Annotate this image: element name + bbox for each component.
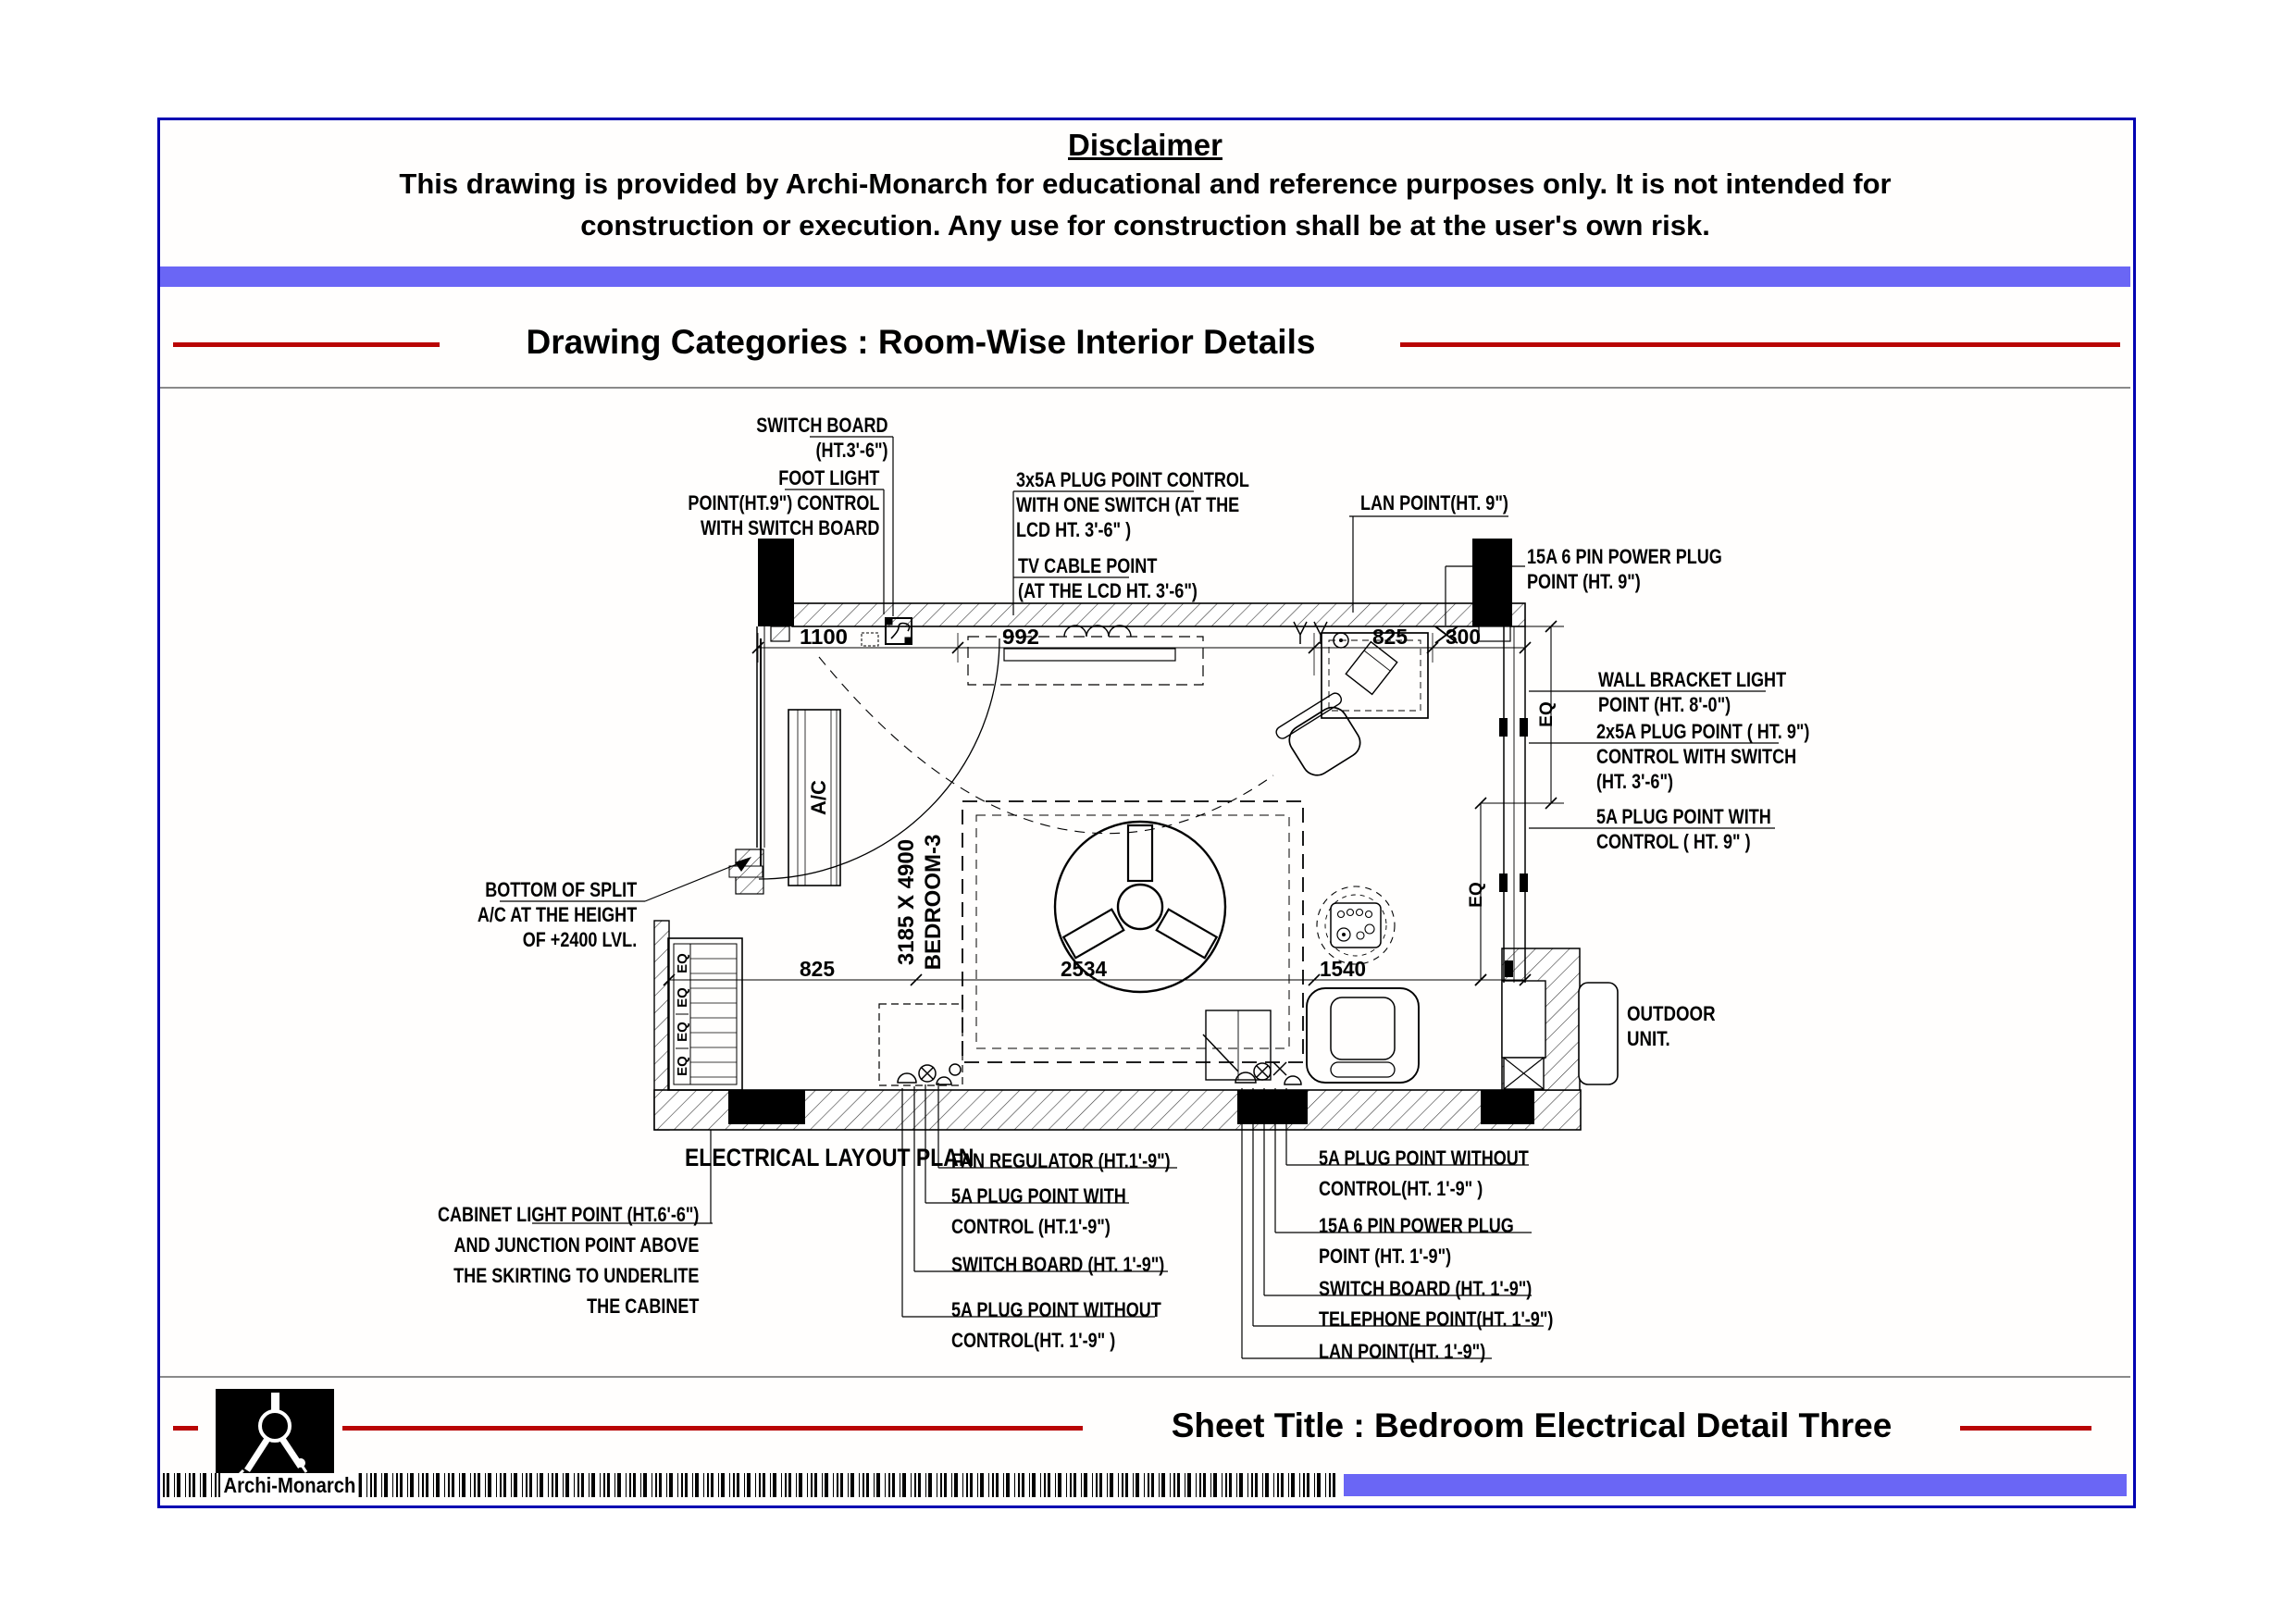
- label-switch-board-19a: [951, 1249, 1164, 1280]
- label-line: 5A PLUG POINT WITHOUT: [1319, 1146, 1529, 1170]
- disclaimer-line-1: This drawing is provided by Archi-Monarch for educational and reference purposes only. It is not intended for: [399, 167, 1892, 200]
- label-telephone-19: [1319, 1304, 1553, 1334]
- label-wall-bracket: [1598, 667, 1786, 717]
- label-switch-board-top: [757, 413, 888, 463]
- armchair: [1307, 988, 1419, 1083]
- label-line: CONTROL WITH SWITCH: [1596, 745, 1797, 768]
- svg-text:3185 X 4900: 3185 X 4900: [894, 838, 919, 966]
- label-line: 5A PLUG POINT WITH: [951, 1184, 1126, 1208]
- label-line: LAN POINT(HT. 1'-9"): [1319, 1340, 1486, 1363]
- label-line: AND JUNCTION POINT ABOVE: [453, 1233, 699, 1257]
- label-line: 5A PLUG POINT WITHOUT: [951, 1298, 1161, 1321]
- label-line: 15A 6 PIN POWER PLUG: [1319, 1214, 1514, 1237]
- label-line: TELEPHONE POINT(HT. 1'-9"): [1319, 1307, 1554, 1331]
- label-power-15a-9: [1527, 544, 1722, 594]
- room-name-label: [894, 835, 946, 971]
- label-line: WALL BRACKET LIGHT: [1598, 668, 1787, 691]
- brand-name: Archi-Monarch: [220, 1473, 359, 1497]
- label-line: FAN REGULATOR (HT.1'-9"): [951, 1149, 1171, 1172]
- label-plug-3x5a: [1016, 467, 1249, 542]
- label-line: POINT(HT.9") CONTROL: [688, 491, 879, 514]
- svg-text:EQ: EQ: [675, 987, 690, 1008]
- label-line: A/C AT THE HEIGHT: [477, 903, 637, 926]
- label-line: 5A PLUG POINT WITH: [1596, 805, 1771, 828]
- label-line: 2x5A PLUG POINT ( HT. 9"): [1596, 720, 1810, 743]
- label-line: (AT THE LCD HT. 3'-6"): [1018, 579, 1198, 602]
- plan-title: ELECTRICAL LAYOUT PLAN: [685, 1144, 974, 1171]
- round-stool: [1317, 886, 1395, 964]
- label-line: FOOT LIGHT: [777, 466, 879, 489]
- svg-text:EQ: EQ: [675, 953, 690, 973]
- label-line: CONTROL(HT. 1'-9" ): [951, 1329, 1116, 1352]
- footer-red-line-left: [342, 1426, 1083, 1431]
- label-line: CABINET LIGHT POINT (HT.6'-6"): [437, 1203, 699, 1226]
- disclaimer-title: Disclaimer: [1068, 128, 1222, 162]
- label-line: LAN POINT(HT. 9"): [1360, 491, 1508, 514]
- label-line: TV CABLE POINT: [1018, 554, 1158, 577]
- page-title: Drawing Categories : Room-Wise Interior Details: [526, 323, 1316, 361]
- label-line: (HT. 3'-6"): [1596, 770, 1674, 793]
- window-wall: [1499, 626, 1528, 983]
- label-plug-2x5a: [1596, 719, 1809, 794]
- label-line: POINT (HT. 8'-0"): [1598, 693, 1731, 716]
- bed: [962, 801, 1303, 1062]
- label-line: CONTROL(HT. 1'-9" ): [1319, 1177, 1483, 1200]
- svg-text:BEDROOM-3: BEDROOM-3: [921, 834, 946, 971]
- label-tv-cable: [1018, 553, 1198, 603]
- svg-text:EQ: EQ: [675, 1022, 690, 1042]
- column-top-right: [1472, 539, 1512, 626]
- label-line: WITH SWITCH BOARD: [700, 516, 879, 539]
- x-box-window-sill: [1504, 1058, 1544, 1089]
- svg-text:825: 825: [800, 957, 836, 981]
- label-line: POINT (HT. 9"): [1527, 570, 1641, 593]
- label-line: WITH ONE SWITCH (AT THE: [1016, 493, 1240, 516]
- label-fan-regulator: [951, 1146, 1171, 1176]
- label-outdoor-unit: [1627, 1001, 1716, 1051]
- label-lan-point-9: [1360, 490, 1508, 515]
- label-line: BOTTOM OF SPLIT: [484, 878, 637, 901]
- label-cabinet-light: [438, 1199, 699, 1321]
- column-top-left: [758, 539, 794, 626]
- label-line: OF +2400 LVL.: [522, 928, 637, 951]
- footer-red-line-right: [1960, 1426, 2091, 1431]
- disclaimer-line-2: construction or execution. Any use for construction shall be at the user's own risk.: [580, 209, 1710, 242]
- label-plug-5a-with-19: [951, 1181, 1126, 1242]
- label-split-ac: [478, 877, 637, 952]
- label-line: THE CABINET: [586, 1295, 699, 1318]
- label-line: SWITCH BOARD (HT. 1'-9"): [1319, 1277, 1533, 1300]
- svg-text:992: 992: [1002, 625, 1039, 649]
- svg-text:EQ: EQ: [1467, 882, 1486, 908]
- label-line: OUTDOOR: [1627, 1002, 1716, 1025]
- footer-divider: [160, 1376, 2130, 1378]
- label-switch-board-19b: [1319, 1273, 1532, 1304]
- symbol-cluster-right: [1203, 1035, 1301, 1084]
- label-line: LCD HT. 3'-6" ): [1016, 518, 1132, 541]
- label-plug-5a-wo-19a: [951, 1295, 1161, 1356]
- label-line: SWITCH BOARD: [756, 414, 888, 437]
- svg-text:EQ: EQ: [675, 1056, 690, 1076]
- column-bottom-right: [1481, 1090, 1534, 1124]
- label-line: 3x5A PLUG POINT CONTROL: [1016, 468, 1249, 491]
- label-lan-19: [1319, 1336, 1485, 1367]
- label-foot-light: [688, 465, 879, 540]
- ac-label: A/C: [807, 780, 830, 815]
- label-plug-5a-wo-19b: [1319, 1143, 1529, 1204]
- outdoor-unit-shape: [1579, 983, 1618, 1084]
- bottom-blue-bar: [1344, 1474, 2127, 1496]
- label-line: CONTROL (HT.1'-9"): [951, 1215, 1111, 1238]
- svg-text:2534: 2534: [1061, 957, 1108, 981]
- svg-text:1100: 1100: [800, 625, 848, 649]
- dimension-lines: [664, 621, 1564, 985]
- label-line: 15A 6 PIN POWER PLUG: [1527, 545, 1722, 568]
- label-line: UNIT.: [1627, 1027, 1670, 1050]
- column-bottom-left: [728, 1090, 805, 1124]
- svg-text:1540: 1540: [1320, 957, 1366, 981]
- label-line: POINT (HT. 1'-9"): [1319, 1245, 1452, 1268]
- foot-light-symbol: [862, 633, 878, 646]
- svg-text:EQ: EQ: [1537, 701, 1557, 727]
- svg-text:825: 825: [1372, 625, 1409, 649]
- footer-red-dash-left: [173, 1426, 198, 1431]
- electrical-symbols: [862, 618, 1458, 1084]
- svg-text:300: 300: [1446, 625, 1481, 649]
- label-line: (HT.3'-6"): [815, 439, 888, 462]
- column-bottom-mid: [1237, 1090, 1308, 1124]
- label-line: THE SKIRTING TO UNDERLITE: [453, 1264, 699, 1287]
- symbol-cluster-left: [898, 1064, 961, 1084]
- label-power-15a-19: [1319, 1210, 1514, 1271]
- sheet-title: Sheet Title : Bedroom Electrical Detail Three: [1171, 1406, 1893, 1444]
- label-line: SWITCH BOARD (HT. 1'-9"): [951, 1253, 1165, 1276]
- archi-monarch-logo: [216, 1389, 334, 1475]
- label-line: CONTROL ( HT. 9" ): [1596, 830, 1751, 853]
- label-plug-5a-with-9: [1596, 804, 1771, 854]
